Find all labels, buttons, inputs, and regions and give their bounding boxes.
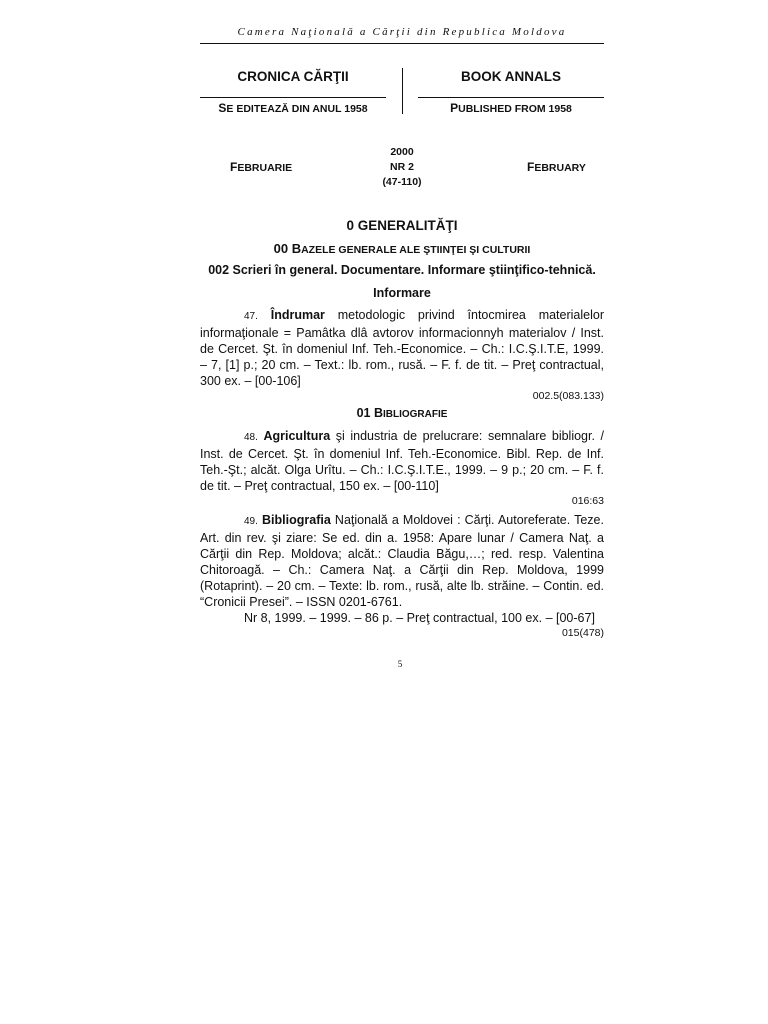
entry-number: 48. bbox=[244, 432, 258, 443]
masthead-title-en: BOOK ANNALS bbox=[461, 69, 561, 84]
masthead-subtitle-en: PUBLISHED FROM 1958 bbox=[450, 101, 572, 115]
masthead-rule-right bbox=[418, 97, 604, 98]
issue-year: 2000 bbox=[390, 146, 414, 158]
running-head: Camera Naţională a Cărţii din Republica Moldova bbox=[237, 26, 567, 38]
category-heading: 002 Scrieri în general. Documentare. Informare ştiinţifico-tehnică. bbox=[208, 263, 596, 277]
entry-keyword: Îndrumar bbox=[270, 308, 325, 322]
issue-month-ro: FEBRUARIE bbox=[230, 160, 293, 174]
entry-number: 47. bbox=[244, 311, 258, 322]
entry-keyword: Bibliografia bbox=[262, 513, 331, 527]
entry-number: 49. bbox=[244, 516, 258, 527]
header-rule bbox=[200, 43, 604, 44]
bibliographic-entry bbox=[200, 512, 604, 641]
entry-udc-code: 015(478) bbox=[561, 627, 604, 639]
page-number: 5 bbox=[397, 659, 403, 669]
subsection-heading: 00 BAZELE GENERALE ALE ŞTIINŢEI ŞI CULTURII bbox=[273, 241, 531, 256]
entry-description: Naţională a Moldovei : Cărţi. Autoreferate. Teze. Art. din rev. şi ziare: Se ed. din a. 1958: Apare lunar / Camera Naţ. a Cărţii din Rep. Moldova; alcăt.: Claudia Băgu,…; red. resp. Valentina Chitoroagă. – Ch.: Camera Naţ. a Cărţii din Rep. Moldova, 1999 (Rotaprint). – 20 cm. – Texte: lb. rom., rusă, alte lb. străine. – Contin. ed. “Cronicii Presei”. – ISSN 0201-6761. bbox=[200, 513, 604, 609]
entry-description: şi industria de prelucrare: semnalare bibliogr. / Inst. de Cercet. Şt. în domeniul Inf. Teh.-Economice. Bibl. Rep. de Inf. Teh.-Şt.; alcăt. Olga Urîtu. – Ch.: I.C.Ş.I.T.E., 1999. – 9 p.; 20 cm. – F. f. de tit. – Preţ contractual, 150 ex. – [00-110] bbox=[200, 429, 604, 493]
masthead-title-ro: CRONICA CĂRŢII bbox=[237, 69, 349, 84]
topic-heading: Informare bbox=[373, 286, 431, 300]
masthead-divider bbox=[402, 68, 403, 114]
subsection-heading-bibliography: 01 BIBLIOGRAFIE bbox=[356, 406, 448, 420]
issue-month-en: FEBRUARY bbox=[527, 160, 586, 174]
entry-udc-code: 016:63 bbox=[571, 495, 604, 507]
bibliographic-entry bbox=[200, 428, 604, 509]
entry-udc-code: 002.5(083.133) bbox=[532, 390, 604, 402]
issue-range: (47-110) bbox=[382, 176, 422, 188]
issue-info bbox=[334, 145, 470, 190]
issue-number: NR 2 bbox=[390, 161, 414, 173]
entry-continuation: Nr 8, 1999. – 1999. – 86 p. – Preţ contractual, 100 ex. – [00-67] bbox=[244, 611, 595, 625]
masthead-rule-left bbox=[200, 97, 386, 98]
masthead-subtitle-ro: SE EDITEAZĂ DIN ANUL 1958 bbox=[218, 101, 368, 115]
entry-keyword: Agricultura bbox=[263, 429, 331, 443]
entry-description: metodologic privind întocmirea materialelor informaţionale = Pamâtka dlâ avtorov informacionnyh materialov / Inst. de Cercet. Şt. în domeniul Inf. Teh.-Economice. – Ch.: I.C.Ş.I.T.E, 1999. – 7, [1] p.; 20 cm. – Text.: lb. rom., rusă. – F. f. de tit. – Preţ contractual, 300 ex. – [00-106] bbox=[200, 308, 604, 388]
entry-text bbox=[200, 428, 604, 494]
bibliographic-entry bbox=[200, 307, 604, 404]
section-heading: 0 GENERALITĂŢI bbox=[346, 218, 458, 233]
entry-text bbox=[200, 512, 604, 610]
entry-text bbox=[200, 307, 604, 389]
